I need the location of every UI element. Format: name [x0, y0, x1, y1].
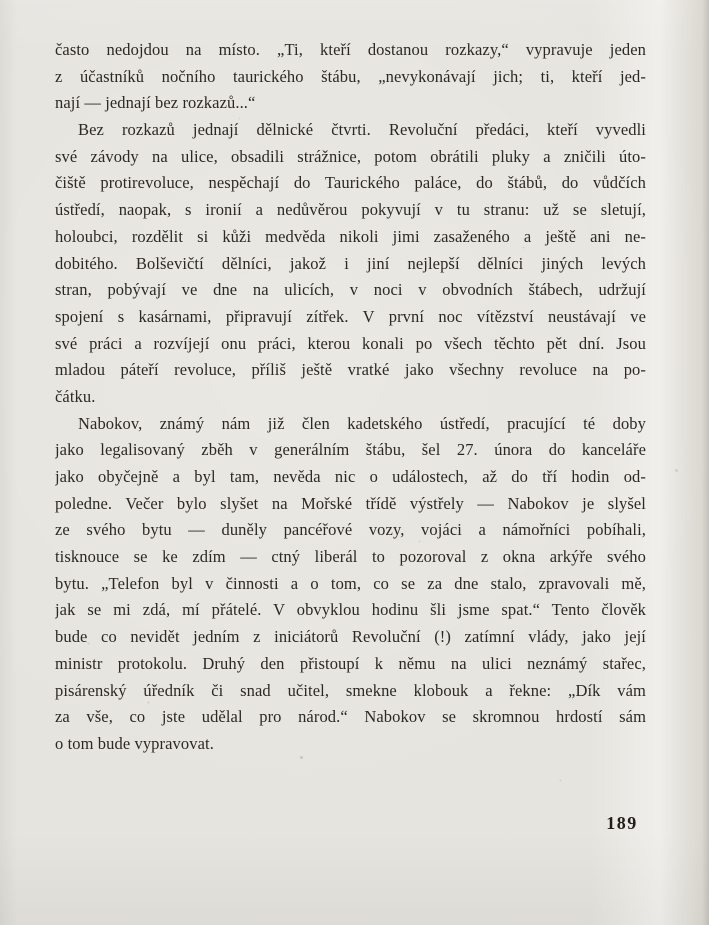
page-number: 189 [606, 813, 638, 833]
text-line: stran, pobývají ve dne na ulicích, v noci v obvodních štábech, udržují [55, 280, 646, 300]
text-line: mladou páteří revoluce, příliš ještě vratké jako všechny revoluce na po- [55, 360, 646, 380]
text-line: ze svého bytu — duněly pancéřové vozy, vojáci a námořníci pobíhali, [55, 520, 646, 540]
text-line: své závody na ulice, obsadili strážnice, potom obrátili pluky a zničili úto- [55, 146, 646, 166]
text-line: své práci a rozvíjejí onu práci, kterou konali po všech těchto pět dní. Jsou [55, 333, 646, 353]
body-text [55, 37, 646, 758]
text-line: jak se mi zdá, mí přátelé. V obvyklou hodinu šli jsme spat.“ Tento člověk [55, 600, 646, 620]
text-line: bytu. „Telefon byl v činnosti a o tom, co se za dne stalo, zpravovali mě, [55, 573, 646, 593]
text-line: často nedojdou na místo. „Ti, kteří dostanou rozkazy,“ vypravuje jeden [55, 40, 646, 59]
text-line: za vše, co jste udělal pro národ.“ Nabokov se skromnou hrdostí sám [55, 707, 646, 727]
text-line: ministr protokolu. Druhý den přistoupí k němu na ulici neznámý stařec, [55, 653, 646, 673]
text-line: Nabokov, známý nám již člen kadetského ústředí, pracující té doby [78, 413, 646, 433]
text-line: jako legalisovaný zběh v generálním štábu, šel 27. února do kanceláře [55, 440, 646, 460]
text-line: nají — jednají bez rozkazů...“ [55, 93, 256, 113]
text-line: holoubci, rozdělit si kůži medvěda nikoli jimi zasaženého a ještě ani ne- [55, 226, 646, 246]
text-line: čiště protirevoluce, nespěchají do Taurického paláce, do štábů, do vůdčích [55, 173, 646, 193]
text-line: pisárenský úředník či snad učitel, smekne klobouk a řekne: „Dík vám [55, 680, 646, 700]
text-line: tisknouce se ke zdím — ctný liberál to pozoroval z okna arkýře svého [55, 547, 646, 567]
text-line: Bez rozkazů jednají dělnické čtvrti. Revoluční předáci, kteří vyvedli [78, 120, 646, 140]
text-line: dobitého. Bolševičtí dělníci, jakož i jiní nejlepší dělníci jiných levých [55, 253, 646, 273]
text-line: jako obyčejně a byl tam, nevěda nic o událostech, až do tří hodin od- [55, 467, 646, 486]
text-line: poledne. Večer bylo slyšet na Mořské třídě výstřely — Nabokov je slyšel [55, 493, 646, 513]
text-line: spojení s kasárnami, připravují zítřek. V první noc vítězství neustávají ve [55, 306, 646, 326]
text-line: čátku. [55, 386, 96, 406]
text-line: bude co nevidět jedním z iniciátorů Revoluční (!) zatímní vlády, jako její [55, 627, 646, 647]
text-line: z účastníků nočního taurického štábu, „nevykonávají jich; ti, kteří jed- [55, 66, 646, 86]
text-line: ústředí, naopak, s ironií a nedůvěrou pokyvují v tu stranu: už se sletují, [55, 200, 646, 220]
text-line: o tom bude vypravovat. [55, 733, 214, 753]
paper-texture [0, 0, 1, 1]
